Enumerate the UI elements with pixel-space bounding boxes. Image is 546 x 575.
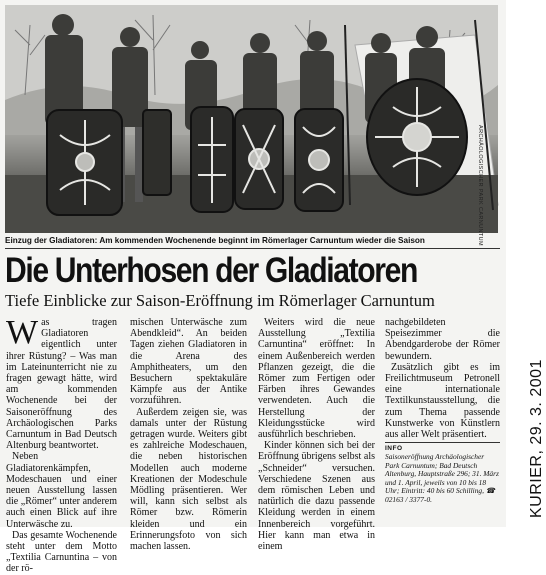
paragraph: Zusätzlich gibt es im Freilichtmuseum Petronell eine internationale Textilkunstausstellung, die zum Thema passende Kunstwerke von Künstlern aus aller Welt präsentiert. — [385, 361, 500, 441]
paragraph: Kinder können sich bei der Eröffnung übrigens selbst als „Schneider“ versuchen. Verschiedene Szenen aus dem römischen Leben und natürlich die dazu passende Kleidung werden in einem Innenbereich vorgeführt. Hier kann man etwa in einem — [258, 440, 375, 553]
photo-caption: Einzug der Gladiatoren: Am kommenden Wochenende beginnt im Römerlager Carnuntum wieder die Saison — [5, 236, 425, 245]
paragraph: Das gesamte Wochenende steht unter dem Motto „Textilia Carnuntina – von der rö- — [6, 529, 117, 575]
dropcap: W — [6, 314, 39, 351]
paragraph: Weiters wird die neue Ausstellung „Textilia Carnuntina“ eröffnet: In einem Außenbereich werden Pflanzen gezeigt, die die Römer zum Fertigen oder Färben ihres Gewandes verwendeten. Auch die Herstellung der Kleidungsstücke wird ausführlich beschrieben. — [258, 317, 375, 441]
source-stamp: KURIER, 29. 3. 2001 — [528, 359, 545, 518]
article-column-3 — [258, 317, 375, 552]
photo-credit: ARCHÄOLOGISCHER PARK CARNUNTUM — [477, 125, 483, 246]
info-text: Saisoneröffnung Archäologischer Park Carnuntum; Bad Deutsch Altenburg, Hauptstraße 296; 31. März und 1. April, jeweils von 10 bis 18 Uhr; Eintritt: 40 bis 60 Schilling, ☎ 02163 / 3377-0. — [385, 452, 499, 504]
divider — [5, 248, 500, 249]
paragraph: as tragen Gladiatoren eigentlich unter ihrer Rüstung? – Was man im Lateinunterricht nie zu fragen gewagt hätte, wird am kommenden Wochenende bei der Saisoneröffnung des Archäologischen Parks Carnuntum in Bad Deutsch Altenburg beantwortet. — [6, 317, 117, 452]
article-column-1 — [6, 314, 117, 575]
paragraph: mischen Unterwäsche zum Abendkleid“. An beiden Tagen ziehen Gladiatoren in die Arena des Amphitheaters, um den Besuchern spektakuläre Kämpfe aus der Antike vorzuführen. — [130, 317, 247, 407]
headline: Die Unterhosen der Gladiatoren — [5, 251, 417, 290]
paragraph: nachgebildeten Speisezimmer die Abendgarderobe der Römer bewundern. — [385, 317, 500, 362]
subheadline: Tiefe Einblicke zur Saison-Eröffnung im Römerlager Carnuntum — [5, 291, 435, 310]
article-column-4 — [385, 317, 500, 440]
paragraph: Neben Gladiatorenkämpfen, Modeschauen und einer neuen Ausstellung lassen die „Römer“ unter anderem auch einen Blick auf ihre Unterwäsche zu. — [6, 451, 117, 530]
article-column-2 — [130, 317, 247, 552]
info-label: INFO — [385, 442, 500, 452]
info-box — [385, 442, 500, 505]
paragraph: Außerdem zeigen sie, was damals unter der Rüstung getragen wurde. Weiters gibt es zahlreiche Modeschauen, die neben historischen Modellen auch moderne Kreationen der Modeschule Mödling präsentieren. Wer will, kann sich selbst als Römer bzw. Römerin kleiden und ein Erinnerungsfoto von sich machen lassen. — [130, 406, 247, 553]
